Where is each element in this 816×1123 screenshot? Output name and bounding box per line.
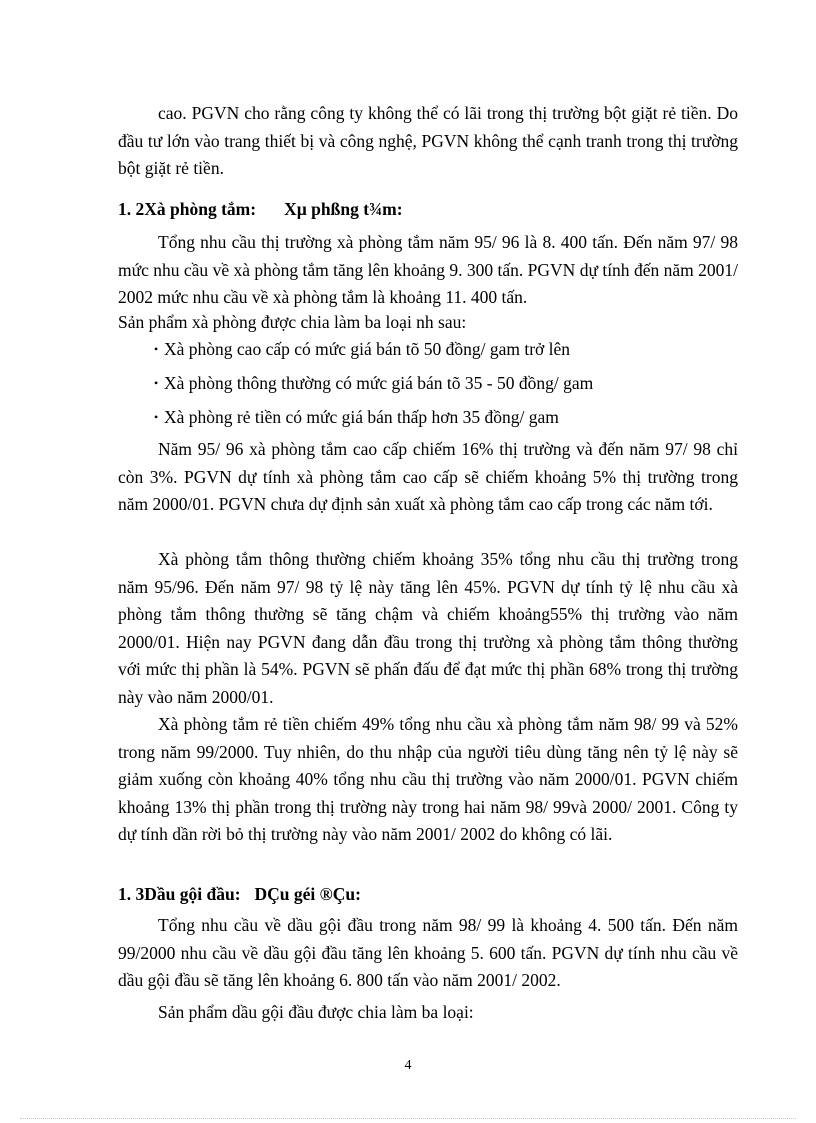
bullet-dot-icon: • bbox=[154, 410, 159, 424]
paragraph-premium: Năm 95/ 96 xà phòng tắm cao cấp chiếm 16% thị trường và đến năm 97/ 98 chỉ còn 3%. PGVN dự tính xà phòng tắm cao cấp sẽ chiếm khoảng 5% thị trường trong năm 2000/01. PGVN chưa dự định sản xuất xà phòng tắm cao cấp trong các năm tới. bbox=[118, 439, 738, 514]
heading-1-3-alt: DÇu géi ®Çu: bbox=[254, 884, 361, 904]
paragraph-cheap: Xà phòng tắm rẻ tiền chiếm 49% tổng nhu cầu xà phòng tắm năm 98/ 99 và 52% trong năm 99/2000. Tuy nhiên, do thu nhập của người tiêu dùng tăng nên tỷ lệ này sẽ giảm xuống còn khoảng 40% tổng nhu cầu thị trường vào năm 2000/01. PGVN chiếm khoảng 13% thị phần trong thị trường này trong hai năm 98/ 99và 2000/ 2001. Công ty dự tính dần rời bỏ thị trường này vào năm 2001/ 2002 do không có lãi. bbox=[118, 714, 738, 844]
bullet-text: Xà phòng cao cấp có mức giá bán tõ 50 đồng/ gam trở lên bbox=[164, 339, 571, 359]
paragraph-shampoo: Tổng nhu cầu về dầu gội đầu trong năm 98/ 99 là khoảng 4. 500 tấn. Đến năm 99/2000 nhu cầu về dầu gội đầu tăng lên khoảng 5. 600 tấn. PGVN dự tính nhu cầu về dầu gội đầu sẽ tăng lên khoảng 6. 800 tấn vào năm 2001/ 2002. bbox=[118, 915, 738, 990]
bullet-item-premium bbox=[154, 339, 570, 360]
line-shampoo-types: Sản phẩm dầu gội đầu được chia làm ba loại: bbox=[158, 1002, 474, 1022]
paragraph-regular: Xà phòng tắm thông thường chiếm khoảng 35% tổng nhu cầu thị trường trong năm 95/96. Đến năm 97/ 98 tỷ lệ này tăng lên 45%. PGVN dự tính tỷ lệ nhu cầu xà phòng tắm thông thường sẽ tăng chậm và chiếm khoảng55% thị trường vào năm 2000/01. Hiện nay PGVN đang dẫn đầu trong thị trường xà phòng tắm thông thường với mức thị phần là 54%. PGVN sẽ phấn đấu để đạt mức thị phần 68% trong thị trường này vào năm 2000/01. bbox=[118, 549, 738, 707]
heading-1-2-alt: Xµ phßng t¾m: bbox=[284, 199, 403, 219]
heading-1-3-text: 1. 3Dầu gội đầu: bbox=[118, 884, 241, 904]
heading-1-2 bbox=[118, 199, 403, 220]
paragraph-intro-text: cao. PGVN cho rằng công ty không thể có lãi trong thị trường bột giặt rẻ tiền. Do đầu tư lớn vào trang thiết bị và công nghệ, PGVN không thể cạnh tranh trong thị trường bột giặt rẻ tiền. bbox=[118, 103, 738, 178]
bullet-item-regular bbox=[154, 373, 593, 394]
bullet-dot-icon: • bbox=[154, 342, 159, 356]
bullet-item-cheap bbox=[154, 407, 559, 428]
paragraph-intro bbox=[118, 100, 738, 183]
heading-1-2-text: 1. 2Xà phòng tắm: bbox=[118, 199, 257, 219]
bullet-text: Xà phòng rẻ tiền có mức giá bán thấp hơn 35 đồng/ gam bbox=[164, 407, 559, 427]
paragraph-soap-demand: Tổng nhu cầu thị trường xà phòng tắm năm 95/ 96 là 8. 400 tấn. Đến năm 97/ 98 mức nhu cầu về xà phòng tắm tăng lên khoảng 9. 300 tấn. PGVN dự tính đến năm 2001/ 2002 mức nhu cầu về xà phòng tắm là khoảng 11. 400 tấn. bbox=[118, 232, 738, 307]
bullet-dot-icon: • bbox=[154, 376, 159, 390]
page-bottom-divider bbox=[20, 1118, 796, 1119]
line-soap-types: Sản phẩm xà phòng được chia làm ba loại nh sau: bbox=[118, 312, 467, 332]
bullet-text: Xà phòng thông thường có mức giá bán tõ 35 - 50 đồng/ gam bbox=[164, 373, 594, 393]
heading-1-3 bbox=[118, 884, 361, 905]
page-number: 4 bbox=[404, 1058, 412, 1073]
